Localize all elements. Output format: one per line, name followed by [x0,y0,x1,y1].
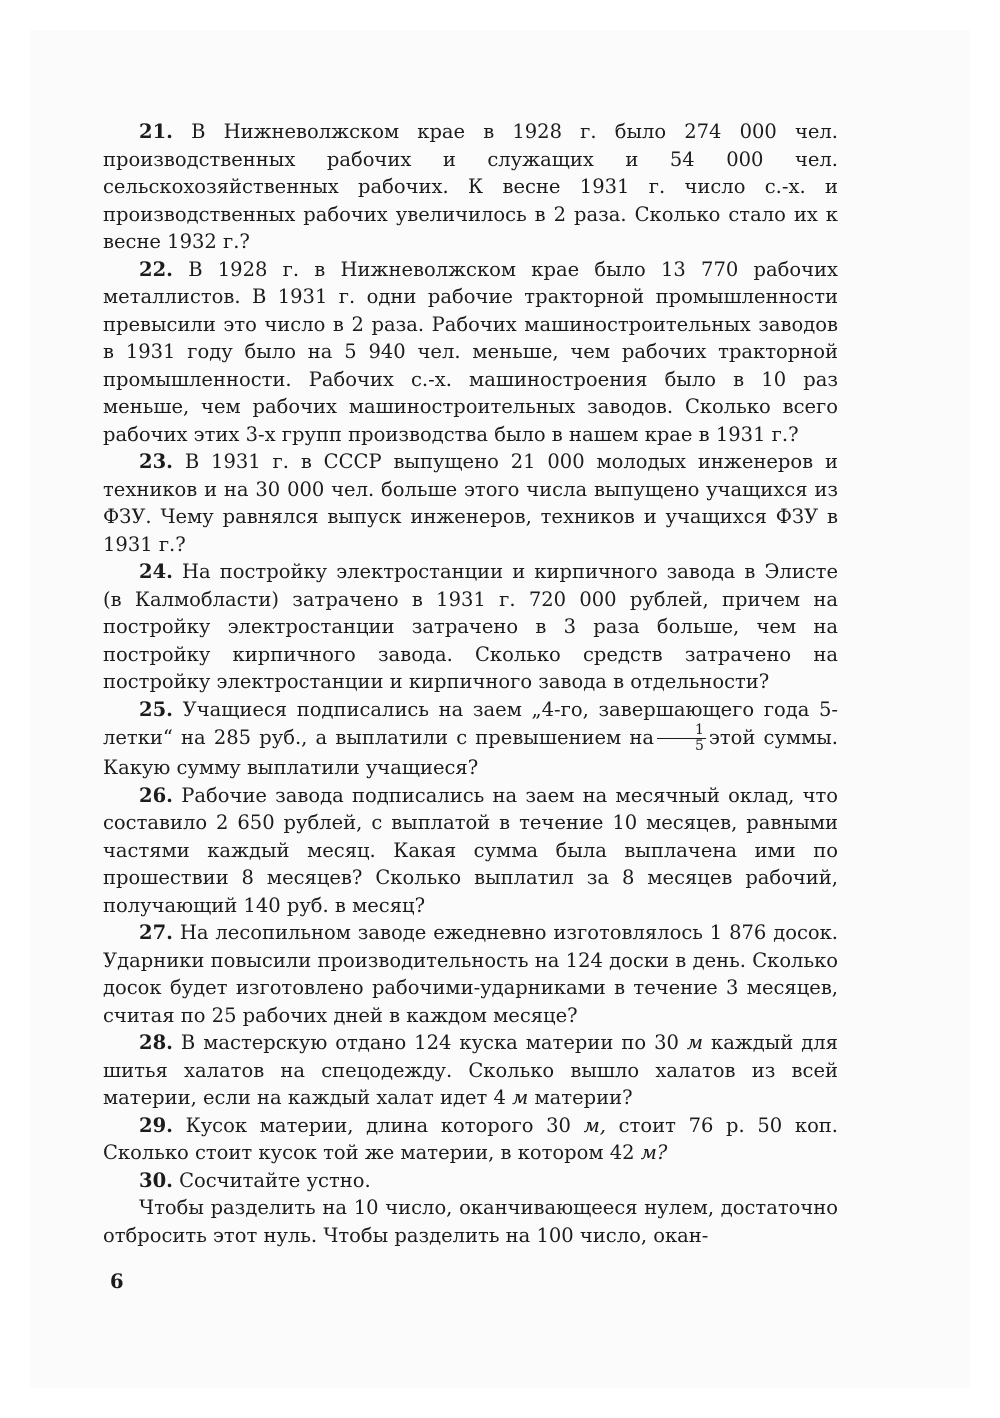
problem-30 [103,1167,838,1195]
problem-number: 23. [139,450,173,473]
problem-text: Кусок материи, длина которого 30 [185,1113,571,1137]
problem-text: каждый для шитья халатов на спецодежду. Сколько вышло халатов из всей материи, если на каждый халат идет 4 [103,1031,838,1109]
problem-number: 30. [139,1168,173,1192]
problem-number: 28. [139,1031,173,1054]
problem-text: стоит 76 р. 50 коп. Сколько стоит кусок той же материи, в котором 42 [103,1113,838,1164]
problem-text: В 1931 г. в СССР выпущено 21 000 молодых инженеров и техников и на 30 000 чел. больше этого числа выпущено учащихся из ФЗУ. Чему равнялся выпуск инженеров, техников и учащихся ФЗУ в 1931 г.? [103,450,839,556]
unit: м? [640,1141,668,1164]
problem-21 [103,118,838,256]
closing-paragraph: Чтобы разделить на 10 число, оканчивающееся нулем, достаточно отбросить этот нуль. Чтобы разделить на 100 число, окан- [103,1196,838,1247]
unit: м [512,1086,529,1109]
problem-number: 27. [139,921,173,944]
problem-text: В мастерскую отдано 124 куска материи по 30 [180,1031,679,1054]
problem-number: 21. [139,120,173,143]
fraction-numerator: 1 [657,723,706,739]
unit: м, [583,1113,606,1137]
problem-text: В 1928 г. в Нижневолжском крае было 13 770 рабочих металлистов. В 1931 г. одни рабочие тракторной промышленности превысили это число в 2 раза. Рабочих машиностроительных заводов в 1931 году было на 5 940 чел. меньше, чем рабочих тракторной промышленности. Рабочих с.-х. машиностроения было в 10 раз меньше, чем рабочих машиностроительных заводов. Сколько всего рабочих этих 3-х групп производства было в нашем крае в 1931 г.? [103,257,838,446]
fraction [657,723,706,754]
problem-number: 22. [139,257,173,281]
problem-26 [103,782,838,920]
problem-text: этой суммы. Какую сумму выплатили учащиеся? [103,726,838,779]
problem-text: Учащиеся подписались на заем „4-го, завершающего года 5-летки“ на 285 руб., а выплатили с превышением на [103,697,838,749]
problem-number: 26. [139,783,173,807]
problem-29 [103,1112,838,1167]
problem-text: материи? [534,1086,633,1109]
problem-number: 25. [139,697,173,721]
problem-24 [103,558,838,696]
problem-text: Рабочие завода подписались на заем на месячный оклад, что составило 2 650 рублей, с выплатой в течение 10 месяцев, равными частями каждый месяц. Какая сумма была выплачена ими по прошествии 8 месяцев? Сколько выплатил за 8 месяцев рабочий, получающий 140 руб. в месяц? [103,783,838,917]
problem-23 [103,448,838,558]
problem-number: 24. [139,560,173,583]
problem-22 [103,256,838,449]
problem-25 [103,696,838,782]
problem-28 [103,1029,838,1112]
page-text [103,118,838,1249]
unit: м [686,1031,704,1054]
problem-text: В Нижневолжском крае в 1928 г. было 274 000 чел. производственных рабочих и служащих и 54 000 чел. сельскохозяйственных рабочих. К весне 1931 г. число с.-х. и производственных рабочих увеличилось в 2 раза. Сколько стало их к весне 1932 г.? [103,120,838,253]
problem-text: Сосчитайте устно. [179,1168,371,1192]
problem-27 [103,919,838,1029]
page-number: 6 [110,1270,124,1293]
problem-number: 29. [139,1113,173,1137]
fraction-denominator: 5 [695,738,704,754]
problem-text: На постройку электростанции и кирпичного завода в Элисте (в Калмобласти) затрачено в 1931 г. 720 000 рублей, причем на постройку электростанции затрачено в 3 раза больше, чем на постройку кирпичного завода. Сколько средств затрачено на постройку электростанции и кирпичного завода в отдельности? [103,560,838,693]
problem-text: На лесопильном заводе ежедневно изготовлялось 1 876 досок. Ударники повысили производительность на 124 доски в день. Сколько досок будет изготовлено рабочими-ударниками в течение 3 месяцев, считая по 25 рабочих дней в каждом месяце? [103,921,839,1027]
